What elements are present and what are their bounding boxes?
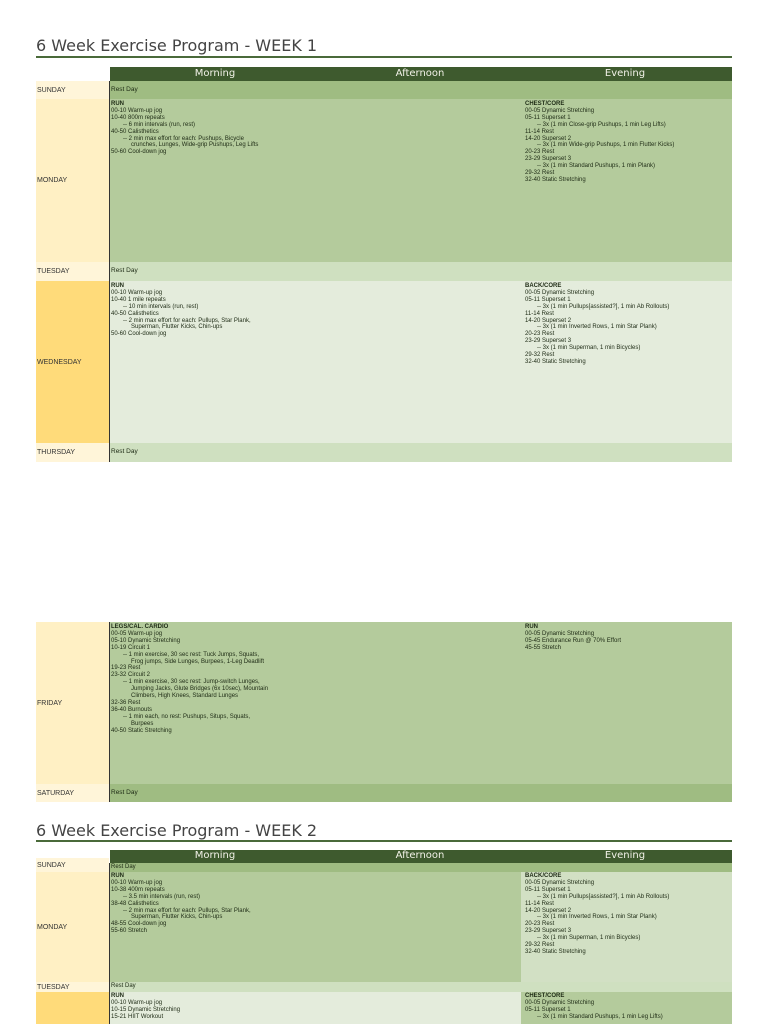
workout-line: 00-10 Warm-up jog [111, 879, 163, 886]
workout-line: 11-14 Rest [525, 900, 554, 907]
w2-monday-evening-workout [525, 873, 669, 956]
wednesday-morning-workout [111, 283, 251, 338]
workout-line: -- 10 min intervals (run, rest) [123, 303, 199, 310]
workout-line: Frog jumps, Side Lunges, Burpees, 1-Leg Deadlift [131, 658, 265, 665]
workout-line: -- 3x (1 min Close-grip Pushups, 1 min Leg Lifts) [537, 121, 666, 128]
w2-wednesday-morning-workout [111, 993, 180, 1021]
workout-line: RUN [111, 873, 124, 879]
monday-evening-workout [525, 101, 674, 184]
workout-line: -- 3x (1 min Pullups[assisted?], 1 min Ab Rollouts) [537, 893, 670, 900]
workout-line: 29-32 Rest [525, 942, 555, 949]
friday-evening-workout [525, 624, 621, 652]
cell-tuesday [110, 262, 732, 281]
workout-line: 20-23 Rest [525, 921, 555, 928]
workout-line: CHEST/CORE [525, 101, 565, 107]
workout-line: 00-05 Dynamic Stretching [525, 107, 595, 114]
w2-cell-sunday [110, 863, 732, 872]
workout-line: -- 3x (1 min Inverted Rows, 1 min Star Plank) [537, 914, 657, 921]
workout-line: 55-60 Stretch [111, 928, 148, 935]
workout-line: 10-40 800m repeats [111, 114, 165, 121]
workout-line: 29-32 Rest [525, 170, 555, 177]
header-afternoon-2: Afternoon [395, 850, 445, 861]
workout-line: 00-05 Dynamic Stretching [525, 999, 595, 1006]
day-thursday: THURSDAY [36, 443, 109, 462]
cell-thursday [110, 443, 732, 462]
workout-line: 10-40 1 mile repeats [111, 296, 166, 303]
workout-line: 00-10 Warm-up jog [111, 999, 163, 1006]
workout-line: RUN [111, 993, 124, 999]
workout-line: 23-29 Superset 3 [525, 928, 572, 935]
workout-line: Jumping Jacks, Glute Bridges (6x 10sec), Mountain [131, 686, 269, 693]
workout-line: 32-40 Static Stretching [525, 358, 586, 365]
week1-title: 6 Week Exercise Program - WEEK 1 [36, 36, 318, 55]
column-header-row-2 [110, 850, 732, 863]
workout-line: RUN [111, 283, 124, 289]
title-divider-2 [36, 840, 732, 842]
workout-line: BACK/CORE [525, 873, 562, 879]
workout-line: Superman, Flutter Kicks, Chin-ups [131, 914, 223, 921]
workout-line: 14-20 Superset 2 [525, 135, 572, 142]
rest-day-tuesday: Rest Day [111, 267, 138, 274]
w2-day-wednesday [36, 992, 109, 1024]
day-friday: FRIDAY [36, 622, 109, 784]
day-tuesday: TUESDAY [36, 262, 109, 281]
workout-line: 00-05 Warm-up jog [111, 630, 163, 637]
workout-line: 23-32 Circuit 2 [111, 672, 151, 679]
workout-line: 32-36 Rest [111, 699, 141, 706]
workout-line: 00-05 Dynamic Stretching [525, 879, 595, 886]
workout-line: BACK/CORE [525, 283, 562, 289]
workout-line: 00-10 Warm-up jog [111, 289, 163, 296]
workout-line: 05-45 Endurance Run @ 70% Effort [525, 637, 622, 644]
workout-line: -- 3x (1 min Superman, 1 min Bicycles) [537, 935, 641, 942]
workout-line: crunches, Lunges, Wide-grip Pushups, Leg Lifts [131, 142, 259, 149]
friday-morning-workout [111, 624, 268, 735]
header-morning-2: Morning [194, 850, 236, 861]
day-monday: MONDAY [36, 99, 109, 262]
workout-line: -- 3x (1 min Inverted Rows, 1 min Star Plank) [537, 324, 657, 331]
workout-line: 19-23 Rest [111, 665, 141, 672]
workout-line: -- 3x (1 min Standard Pushups, 1 min Plank) [537, 163, 656, 170]
workout-line: LEGS/CAL. CARDIO [111, 624, 169, 630]
workout-line: 50-60 Cool-down jog [111, 331, 167, 338]
workout-line: 36-40 Burnouts [111, 706, 153, 713]
workout-line: 00-05 Dynamic Stretching [525, 289, 595, 296]
workout-line: 23-29 Superset 3 [525, 338, 572, 345]
w2-day-monday: MONDAY [36, 872, 109, 982]
header-afternoon: Afternoon [395, 68, 445, 79]
day-saturday: SATURDAY [36, 784, 109, 802]
header-evening-2: Evening [604, 850, 646, 861]
workout-line: 32-40 Static Stretching [525, 948, 586, 955]
workout-line: -- 6 min intervals (run, rest) [123, 121, 196, 128]
w2-cell-tuesday [110, 982, 732, 992]
workout-line: 10-15 Dynamic Stretching [111, 1006, 181, 1013]
workout-line: 10-38 400m repeats [111, 886, 165, 893]
workout-line: 15-21 HIIT Workout [111, 1013, 164, 1020]
workout-line: Superman, Flutter Kicks, Chin-ups [131, 324, 223, 331]
workout-line: 23-29 Superset 3 [525, 156, 572, 163]
workout-line: 50-60 Cool-down jog [111, 149, 167, 156]
workout-line: -- 3x (1 min Superman, 1 min Bicycles) [537, 345, 641, 352]
workout-line: -- 2 min max effort for each: Pullups, Star Plank, [123, 317, 251, 324]
workout-line: CHEST/CORE [525, 993, 565, 999]
monday-morning-workout [111, 101, 258, 156]
header-morning: Morning [194, 68, 236, 79]
header-evening: Evening [604, 68, 646, 79]
workout-line: 40-50 Calisthetics [111, 128, 159, 135]
week2-title: 6 Week Exercise Program - WEEK 2 [36, 821, 318, 840]
rest-day-thursday: Rest Day [111, 448, 138, 455]
workout-line: -- 3x (1 min Pullups[assisted?], 1 min Ab Rollouts) [537, 303, 670, 310]
workout-line: 40-50 Static Stretching [111, 727, 172, 734]
workout-line: -- 1 min exercise, 30 sec rest: Tuck Jumps, Squats, [123, 651, 260, 658]
workout-line: 11-14 Rest [525, 310, 554, 317]
workout-line: -- 3.5 min intervals (run, rest) [123, 893, 201, 900]
workout-line: 20-23 Rest [525, 149, 555, 156]
wednesday-evening-workout [525, 283, 669, 366]
workout-line: 00-10 Warm-up jog [111, 107, 163, 114]
workout-line: 14-20 Superset 2 [525, 907, 572, 914]
workout-line: Climbers, High Knees, Standard Lunges [131, 693, 239, 700]
workout-line: -- 1 min each, no rest: Pushups, Situps, Squats, [123, 713, 251, 720]
workout-line: -- 3x (1 min Standard Pushups, 1 min Leg Lifts) [537, 1013, 663, 1020]
workout-line: -- 2 min max effort for each: Pushups, Bicycle [123, 135, 244, 142]
w2-wednesday-evening-workout [525, 993, 663, 1021]
workout-line: 32-40 Static Stretching [525, 176, 586, 183]
workout-line: 05-11 Superset 1 [525, 886, 571, 893]
w2-monday-morning-workout [111, 873, 251, 935]
workout-line: 14-20 Superset 2 [525, 317, 572, 324]
workout-line: 05-11 Superset 1 [525, 296, 571, 303]
day-sunday: SUNDAY [36, 81, 109, 99]
workout-line: RUN [525, 624, 538, 630]
workout-line: 05-10 Dynamic Stretching [111, 637, 181, 644]
title-divider [36, 56, 732, 58]
workout-line: 38-48 Calisthetics [111, 900, 159, 907]
workout-line: RUN [111, 101, 124, 107]
workout-line: -- 1 min exercise, 30 sec rest: Jump-switch Lunges, [123, 679, 260, 686]
workout-line: 05-11 Superset 1 [525, 1006, 571, 1013]
workout-line: 00-05 Dynamic Stretching [525, 630, 595, 637]
workout-line: 05-11 Superset 1 [525, 114, 571, 121]
workout-line: 11-14 Rest [525, 128, 554, 135]
w2-day-tuesday: TUESDAY [36, 982, 109, 992]
w2-rest-day-tuesday: Rest Day [111, 983, 136, 989]
day-wednesday: WEDNESDAY [36, 281, 109, 443]
rest-day-saturday: Rest Day [111, 789, 138, 796]
workout-line: 40-50 Calisthetics [111, 310, 159, 317]
w2-day-sunday: SUNDAY [36, 858, 109, 872]
workout-line: 20-23 Rest [525, 331, 555, 338]
workout-line: -- 2 min max effort for each: Pullups, Star Plank, [123, 907, 251, 914]
cell-sunday [110, 81, 732, 99]
workout-line: -- 3x (1 min Wide-grip Pushups, 1 min Flutter Kicks) [537, 142, 675, 149]
workout-line: Burpees [131, 720, 154, 727]
cell-saturday [110, 784, 732, 802]
workout-line: 45-55 Stretch [525, 644, 562, 651]
workout-line: 48-55 Cool-down jog [111, 921, 167, 928]
workout-line: 29-32 Rest [525, 352, 555, 359]
w2-rest-day-sunday: Rest Day [111, 864, 136, 870]
rest-day-sunday: Rest Day [111, 86, 138, 93]
workout-line: 10-19 Circuit 1 [111, 644, 151, 651]
column-header-row [110, 67, 732, 81]
